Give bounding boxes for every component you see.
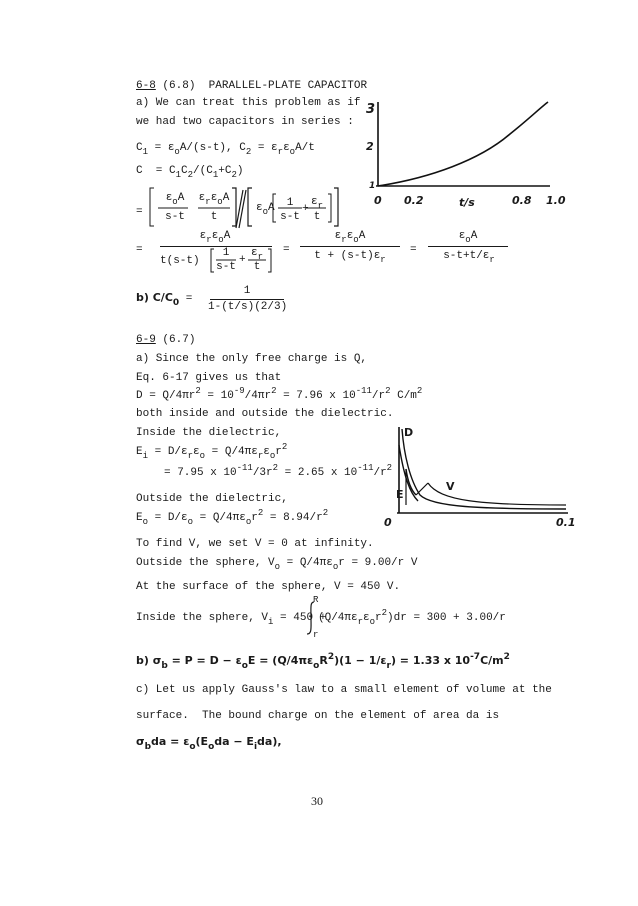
equals-sign: = — [136, 244, 143, 256]
text-line: To find V, we set V = 0 at infinity. — [136, 538, 374, 550]
equation-sigma-b-da: $\sigma_bda = \varepsilon_o(E_oda - E_ida)$, — [136, 735, 282, 752]
fraction-num: $\varepsilon_r$ — [250, 247, 263, 262]
text-line: Outside the dielectric, — [136, 493, 288, 505]
fraction-bar — [210, 299, 284, 300]
fraction-den: s-t — [216, 261, 236, 273]
problem-number: 6-8 — [136, 80, 156, 92]
fraction-num: 1 — [286, 197, 294, 209]
fraction-num: 1 — [222, 247, 230, 259]
part-b-6-9: b) $\sigma_b = P = D - \varepsilon_oE = (Q/4\pi\varepsilon_oR^2)(1 - 1/\varepsilon_r) = 1.33$ x $10^{-7}C/m^2$ — [136, 652, 510, 671]
curve-label-e: E — [396, 488, 404, 501]
equation-vi: Inside the sphere, $V_i = 450$ + — [136, 612, 327, 627]
text-line: surface. The bound charge on the element of area da is — [136, 710, 500, 722]
plus: + — [302, 203, 309, 215]
equation-d: $D = Q/4\pi r^2 = 10^{-9}/4\pi r^2 = 7.96$ x $10^{-11}/r^2$ $C/m^2$ — [136, 386, 423, 402]
problem-6-9-heading — [136, 334, 195, 347]
x-tick: 0.1 — [556, 516, 576, 529]
fraction-den: s-t — [165, 211, 185, 223]
fraction-num: $\varepsilon_r\varepsilon_oA$ — [334, 230, 366, 245]
x-axis-label: t/s — [459, 196, 475, 209]
page-number: 30 — [311, 794, 323, 808]
x-tick: 1.0 — [546, 194, 566, 207]
equation-c-series: $C = C_1C_2/(C_1+C_2)$ — [136, 165, 244, 180]
equals-sign: = — [283, 244, 290, 256]
fraction-num: $\varepsilon_oA$ — [165, 192, 185, 207]
fraction-den: $t + (s-t)\varepsilon_r$ — [314, 250, 386, 265]
fraction-den: $s-t+t/\varepsilon_r$ — [443, 250, 495, 265]
text-line: we had two capacitors in series : — [136, 116, 354, 128]
curve-label-d: D — [404, 426, 414, 439]
y-tick: 3 — [366, 102, 376, 117]
problem-title: PARALLEL-PLATE CAPACITOR — [208, 80, 368, 92]
x-tick: 0.8 — [512, 194, 532, 207]
integral-upper: R — [313, 595, 319, 605]
y-tick: 1 — [369, 181, 376, 191]
graph-c-vs-t — [360, 100, 575, 210]
fraction-num: $\varepsilon_oA$ — [458, 230, 478, 245]
equation-c1-c2: $C_1 = \varepsilon_oA/(s-t)$, $C_2 = \varepsilon_r\varepsilon_oA/t$ — [136, 142, 315, 157]
fraction-den: t(s-t) — [160, 255, 200, 267]
text-line: a) We can treat this problem as if — [136, 97, 361, 109]
fraction-num: $\varepsilon_r$ — [310, 196, 323, 211]
fraction-den: t — [253, 261, 261, 273]
fraction-num: $\varepsilon_r\varepsilon_oA$ — [199, 230, 231, 245]
fraction-num: 1 — [243, 285, 251, 297]
equation-ref: (6.8) — [162, 80, 196, 92]
x-tick: 0 — [384, 516, 392, 529]
fraction-bar — [300, 246, 400, 247]
text-line: At the surface of the sphere, V = 450 V. — [136, 581, 401, 593]
integral-lower: r — [313, 630, 319, 640]
fraction-den: t — [313, 211, 321, 223]
plus: + — [239, 254, 246, 266]
text-line: Inside the dielectric, — [136, 427, 282, 439]
equation-vo: Outside the sphere, $V_o = Q/4\pi\varepsilon_or = 9.00/r$ V — [136, 557, 418, 572]
text-line: both inside and outside the dielectric. — [136, 408, 394, 420]
fraction-den: 1-(t/s)(2/3) — [208, 301, 288, 313]
problem-6-8-heading — [136, 80, 367, 93]
fraction-num: $\varepsilon_r\varepsilon_oA$ — [198, 192, 230, 207]
x-tick: 0 — [374, 194, 382, 207]
y-tick: 2 — [366, 140, 374, 153]
equals-sign: = — [410, 244, 417, 256]
equals-sign: = — [136, 206, 143, 218]
factor: $\varepsilon_oA$ — [256, 202, 275, 217]
curve-label-v: V — [446, 480, 455, 493]
equation-ref: (6.7) — [162, 334, 196, 346]
x-tick: 0.2 — [404, 194, 424, 207]
text-line: c) Let us apply Gauss's law to a small element of volume at the — [136, 684, 552, 696]
integrand: $(Q/4\pi\varepsilon_r\varepsilon_or^2)dr = 300 + 3.00/r$ — [318, 608, 506, 627]
part-b-6-8: b) $C/C_0$ = — [136, 291, 193, 308]
equation-eo: $E_o = D/\varepsilon_o = Q/4\pi\varepsilon_or^2 = 8.94/r^2$ — [136, 508, 329, 527]
equation-ei: $E_i = D/\varepsilon_r\varepsilon_o = Q/4\pi\varepsilon_r\varepsilon_or^2$ — [136, 442, 288, 461]
fraction-den: s-t — [280, 211, 300, 223]
text-line: a) Since the only free charge is Q, — [136, 353, 368, 365]
fraction-bar — [428, 246, 508, 247]
equation-ei-value: = 7.95 x $10^{-11}/3r^2 = 2.65$ x $10^{-11}/r^2$ — [164, 463, 393, 479]
fraction-den: t — [210, 211, 218, 223]
problem-number: 6-9 — [136, 334, 156, 346]
text-line: Eq. 6-17 gives us that — [136, 372, 282, 384]
